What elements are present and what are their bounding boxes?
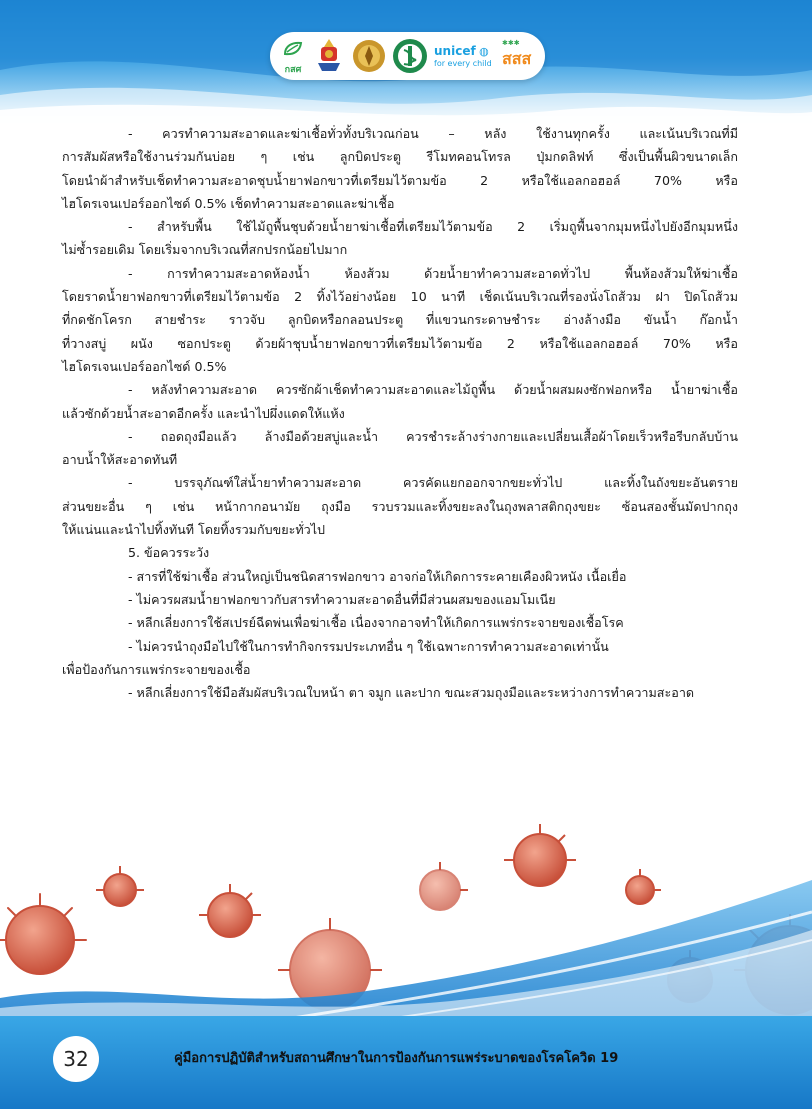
scout-emblem <box>314 37 344 79</box>
paragraph-floor-cleaning: - สำหรับพื้น ใช้ไม้ถูพื้นชุบด้วยน้ำยาฆ่าเชื้อที่เตรียมไว้ตามข้อ 2 เริ่มถูพื้นจากมุมหนึ่งไปยังอีกมุมหนึ่ง ไม่ซ้ำรอยเดิม โดยเริ่มจากบริเวณที่สกปรกน้อยไปมาก <box>62 219 738 258</box>
list-item-continuation: เพื่อป้องกันการแพร่กระจายของเชื้อ <box>62 661 251 677</box>
paragraph-toilet-cleaning: - การทำความสะอาดห้องน้ำ ห้องส้วม ด้วยน้ำยาทำความสะอาดทั่วไป พื้นห้องส้วมให้ฆ่าเชื้อ โดยราดน้ำยาฟอกขาวที่เตรียมไว้ตามข้อ 2 ทิ้งไว้อย่างน้อย 10 นาที เช็ดเน้นบริเวณที่รองนั่งโถส้วม ฝา ปิดโถส้วม ที่กดชักโครก สายชำระ ราวจับ ลูกบิดหรือกลอนประตู ที่แขวนกระดาษชำระ อ่างล้างมือ ขันน้ำ ก๊อกน้ำ ที่วางสบู่ ผนัง ซอกประตู ด้วยผ้าชุบน้ำยาฟอกขาวที่เตรียมไว้ตามข้อ 2 หรือใช้แอลกอฮอล์ 70% หรือ ไฮโดรเจนเปอร์ออกไซด์ 0.5% <box>62 265 738 374</box>
scout-emblem-icon <box>314 37 344 75</box>
nsk-leaf-icon <box>282 40 304 58</box>
ministry-health-emblem <box>392 38 428 78</box>
page-number: 32 <box>53 1036 99 1082</box>
footer-title: คู่มือการปฏิบัติสำหรับสถานศึกษาในการป้องกันการแพร่ระบาดของโรคโควิด 19 <box>174 1051 619 1066</box>
section-heading: 5. ข้อควรระวัง <box>128 545 210 561</box>
paragraph-wash-cloths: - หลังทำความสะอาด ควรซักผ้าเช็ดทำความสะอาดและไม้ถูพื้น ด้วยน้ำผสมผงซักฟอกหรือ น้ำยาฆ่าเชื้อ แล้วซักด้วยน้ำสะอาดอีกครั้ง และนำไปผึ่งแดดให้แห้ง <box>62 382 738 421</box>
virus-particles-icon <box>0 820 812 1020</box>
list-item: - ไม่ควรผสมน้ำยาฟอกขาวกับสารทำความสะอาดอื่นที่มีส่วนผสมของแอมโมเนีย <box>128 591 556 607</box>
logo-bar <box>270 32 545 80</box>
page-content <box>62 122 738 704</box>
list-item: - ไม่ควรนำถุงมือไปใช้ในการทำกิจกรรมประเภทอื่น ๆ ใช้เฉพาะการทำความสะอาดเท่านั้น <box>128 638 609 654</box>
nsk-logo: กสศ <box>280 40 306 76</box>
unicef-logo: unicef ◍ for every child <box>434 44 492 68</box>
thaihealth-logo: ✱✱✱ สสส <box>502 39 540 72</box>
globe-icon: ◍ <box>475 45 489 58</box>
moe-emblem <box>352 38 386 78</box>
thaihealth-figures-icon: ✱✱✱ <box>502 39 520 47</box>
health-emblem-icon <box>392 38 428 74</box>
list-item: - หลีกเลี่ยงการใช้สเปรย์ฉีดพ่นเพื่อฆ่าเชื้อ เนื่องจากอาจทำให้เกิดการแพร่กระจายของเชื้อโรค <box>128 615 624 631</box>
paragraph-waste-disposal: - บรรจุภัณฑ์ใส่น้ำยาทำความสะอาด ควรคัดแยกออกจากขยะทั่วไป และทิ้งในถังขยะอันตราย ส่วนขยะอื่น ๆ เช่น หน้ากากอนามัย ถุงมือ รวบรวมและทิ้งขยะลงในถุงพลาสติกถุงขยะ ซ้อนสองชั้นมัดปากถุง ให้แน่นและนำไปทิ้งทันที โดยทิ้งรวมกับขยะทั่วไป <box>62 475 738 538</box>
virus-illustration <box>0 820 812 1020</box>
paragraph-disinfect-surfaces: - ควรทำความสะอาดและฆ่าเชื้อทั่วทั้งบริเวณก่อน – หลัง ใช้งานทุกครั้ง และเน้นบริเวณที่มี การสัมผัสหรือใช้งานร่วมกันบ่อย ๆ เช่น ลูกบิดประตู รีโมทคอนโทรล ปุ่มกดลิฟท์ ซึ่งเป็นพื้นผิวขนาดเล็ก โดยนำผ้าสำหรับเช็ดทำความสะอาดชุบน้ำยาฟอกขาวที่เตรียมไว้ตามข้อ 2 หรือใช้แอลกอฮอล์ 70% หรือ ไฮโดรเจนเปอร์ออกไซด์ 0.5% เช็ดทำความสะอาดและฆ่าเชื้อ <box>62 126 738 211</box>
moe-emblem-icon <box>352 38 386 74</box>
list-item: - หลีกเลี่ยงการใช้มือสัมผัสบริเวณใบหน้า ตา จมูก และปาก ขณะสวมถุงมือและระหว่างการทำความสะอาด <box>128 685 695 701</box>
paragraph-remove-gloves: - ถอดถุงมือแล้ว ล้างมือด้วยสบู่และน้ำ ควรชำระล้างร่างกายและเปลี่ยนเสื้อผ้าโดยเร็วหรือรีบกลับบ้าน อาบน้ำให้สะอาดทันที <box>62 428 738 468</box>
list-item: - สารที่ใช้ฆ่าเชื้อ ส่วนใหญ่เป็นชนิดสารฟอกขาว อาจก่อให้เกิดการระคายเคืองผิวหนัง เนื้อเยื่อ <box>128 568 627 584</box>
page-header <box>0 0 812 128</box>
